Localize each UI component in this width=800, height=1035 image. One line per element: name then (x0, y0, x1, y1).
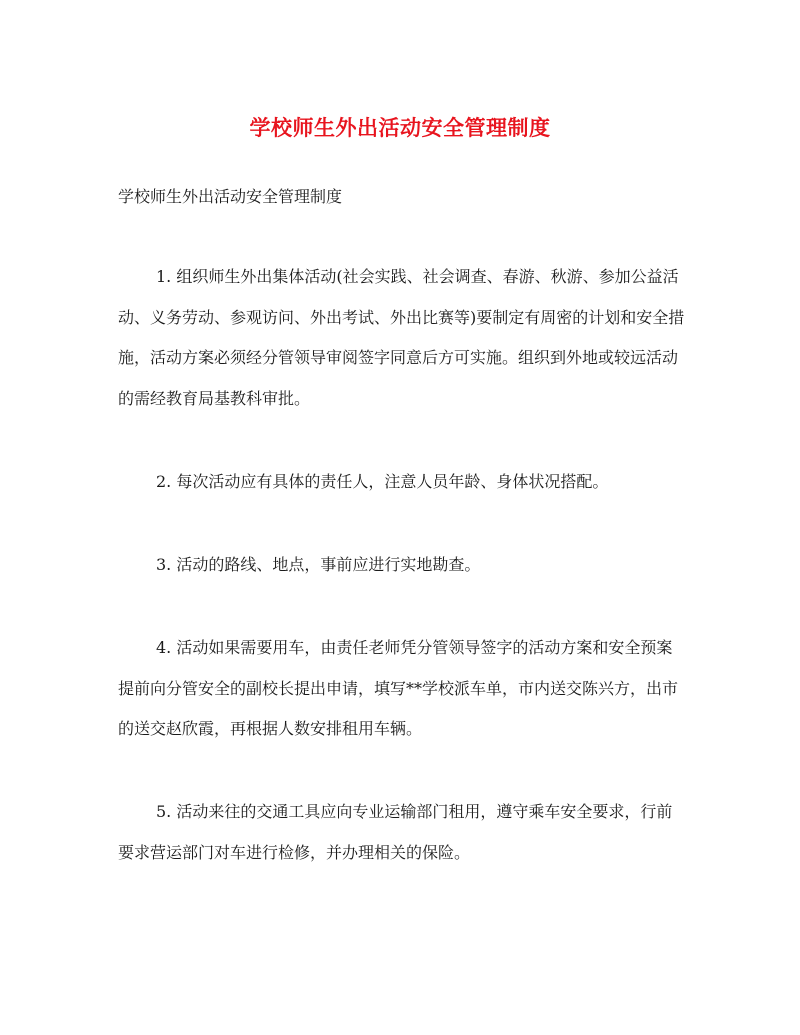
document-title: 学校师生外出活动安全管理制度 (249, 115, 551, 140)
document-subtitle: 学校师生外出活动安全管理制度 (118, 187, 343, 206)
paragraph-3: 3. 活动的路线、地点，事前应进行实地勘查。 (156, 555, 481, 574)
paragraph-5: 5. 活动来往的交通工具应向专业运输部门租用，遵守乘车安全要求，行前要求营运部门对车进行检修，并办理相关的保险。 (118, 802, 673, 862)
paragraph-1: 1. 组织师生外出集体活动(社会实践、社会调查、春游、秋游、参加公益活动、义务劳动、参观访问、外出考试、外出比赛等)要制定有周密的计划和安全措施，活动方案必须经分管领导审阅签字同意后方可实施。组织到外地或较远活动的需经教育局基教科审批。 (118, 267, 685, 408)
paragraph-2: 2. 每次活动应有具体的责任人，注意人员年龄、身体状况搭配。 (156, 472, 609, 491)
paragraph-4: 4. 活动如果需要用车，由责任老师凭分管领导签字的活动方案和安全预案提前向分管安全的副校长提出申请，填写**学校派车单，市内送交陈兴方，出市的送交赵欣霞，再根据人数安排租用车辆。 (118, 638, 679, 738)
